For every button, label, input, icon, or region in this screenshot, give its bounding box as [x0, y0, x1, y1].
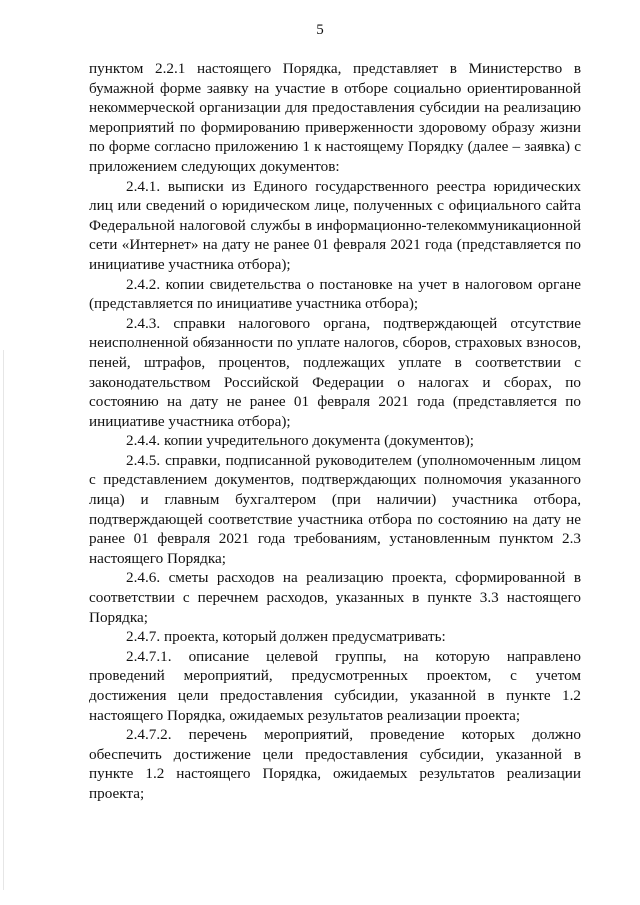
paragraph-2-4-7-1: 2.4.7.1. описание целевой группы, на которую направлено проведений мероприятий, предусмотренных проектом, с учетом достижения цели предоставления субсидии, указанной в пункте 1.2 настоящего Порядка, ожидаемых результатов реализации проекта;: [89, 647, 581, 724]
page-number: 5: [316, 22, 324, 38]
paragraph-2-4-3: 2.4.3. справки налогового органа, подтверждающей отсутствие неисполненной обязанности по уплате налогов, сборов, страховых взносов, пеней, штрафов, процентов, подлежащих уплате в соответствии с законодательством Российской Федерации о налогах и сборах, по состоянию на дату не ранее 01 февраля 2021 года (представляется по инициативе участника отбора);: [89, 314, 581, 430]
paragraph-2-4-5: 2.4.5. справки, подписанной руководителем (уполномоченным лицом с представлением документов, подтверждающих полномочия указанного лица) и главным бухгалтером (при наличии) участника отбора, подтверждающей соответствие участника отбора по состоянию на дату не ранее 01 февраля 2021 года требованиям, установленным пунктом 2.3 настоящего Порядка;: [89, 451, 581, 567]
paragraph-2-4-7: 2.4.7. проекта, который должен предусматривать:: [126, 628, 446, 646]
paragraph-intro: пунктом 2.2.1 настоящего Порядка, представляет в Министерство в бумажной форме заявку на участие в отборе социально ориентированной некоммерческой организации для предоставления субсидии на реализацию мероприятий по формированию приверженности здоровому образу жизни по форме согласно приложению 1 к настоящему Порядку (далее – заявка) с приложением следующих документов:: [89, 60, 581, 175]
paragraph-2-4-1: 2.4.1. выписки из Единого государственного реестра юридических лиц или сведений о юридическом лице, полученных с официального сайта Федеральной налоговой службы в информационно-телекоммуникационной сети «Интернет» на дату не ранее 01 февраля 2021 года (представляется по инициативе участника отбора);: [89, 177, 581, 273]
paragraph-2-4-7-2: 2.4.7.2. перечень мероприятий, проведение которых должно обеспечить достижение цели предоставления субсидии, указанной в пункте 1.2 настоящего Порядка, ожидаемых результатов реализации проекта;: [89, 726, 581, 802]
paragraph-2-4-4: 2.4.4. копии учредительного документа (документов);: [126, 432, 475, 450]
document-body: [89, 59, 581, 804]
paragraph-2-4-6: 2.4.6. сметы расходов на реализацию проекта, сформированной в соответствии с перечнем расходов, указанных в пункте 3.3 настоящего Порядка;: [89, 569, 581, 626]
paragraph-2-4-2: 2.4.2. копии свидетельства о постановке на учет в налоговом органе (представляется по инициативе участника отбора);: [89, 275, 581, 313]
scan-edge-line: [3, 350, 4, 890]
